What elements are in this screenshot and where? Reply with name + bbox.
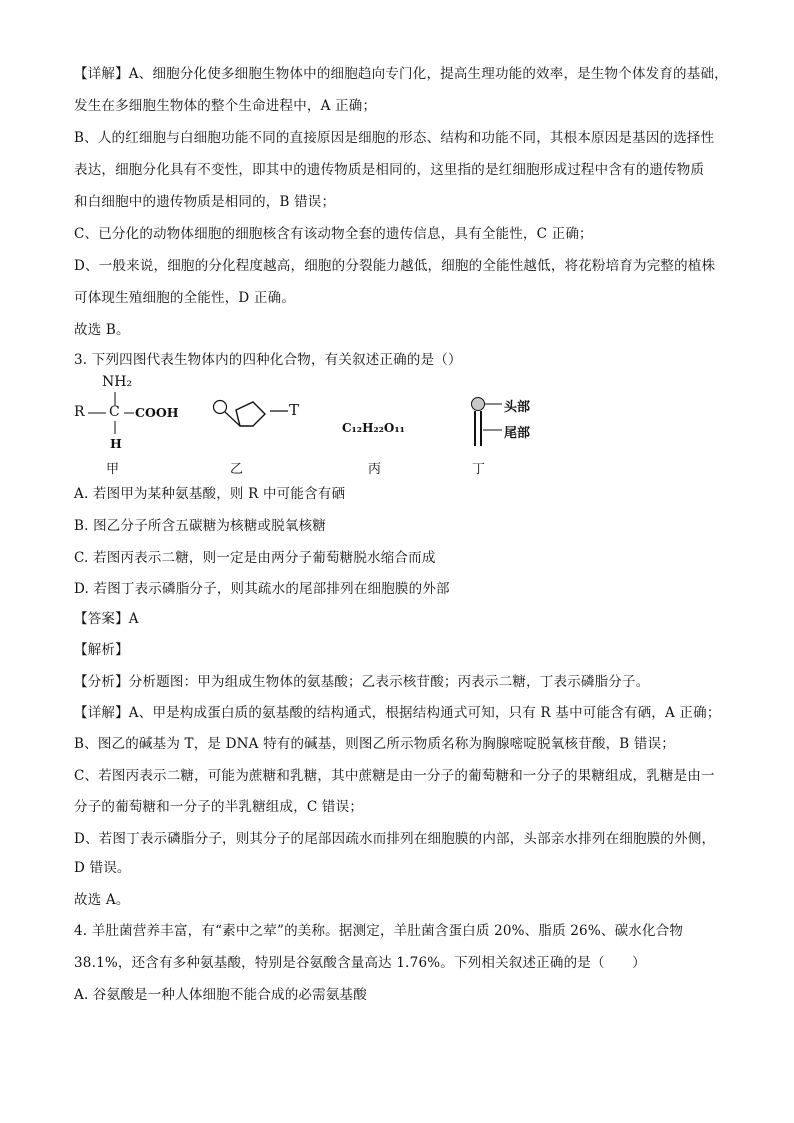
figure-label-jia: 甲 <box>106 462 120 477</box>
paragraph-line: D、若图丁表示磷脂分子，则其分子的尾部因疏水而排列在细胞膜的内部，头部亲水排列在细胞膜的外侧， <box>74 831 716 847</box>
paragraph-line: B、图乙的碱基为 T，是 DNA 特有的碱基，则图乙所示物质名称为胸腺嘧啶脱氧核苷酸，B 错误； <box>74 736 675 752</box>
paragraph-line: 【详解】A、细胞分化使多细胞生物体中的细胞趋向专门化，提高生理功能的效率，是生物个体发育的基础， <box>74 66 728 82</box>
option-a: A. 若图甲为某种氨基酸，则 R 中可能含有硒 <box>74 486 346 502</box>
tail-label: 尾部 <box>504 426 531 441</box>
question-stem: 3. 下列四图代表生物体内的四种化合物，有关叙述正确的是（） <box>74 352 462 368</box>
amino-r-group: R <box>74 404 85 420</box>
option-a: A. 谷氨酸是一种人体细胞不能合成的必需氨基酸 <box>74 987 367 1003</box>
base-t: T <box>289 401 300 419</box>
paragraph-line: C、若图丙表示二糖，可能为蔗糖和乳糖，其中蔗糖是由一分子的葡萄糖和一分子的果糖组成，乳糖是由一 <box>74 768 715 784</box>
figure-label-bing: 丙 <box>368 462 382 477</box>
paragraph-line: D 错误。 <box>74 860 131 876</box>
amino-central-carbon: C <box>109 404 120 420</box>
compound-figure <box>70 366 550 478</box>
paragraph-line: 故选 A。 <box>74 892 130 908</box>
amino-nh2: NH₂ <box>102 374 133 390</box>
amino-h: H <box>110 436 122 451</box>
figure-label-ding: 丁 <box>472 462 486 477</box>
option-b: B. 图乙分子所含五碳糖为核糖或脱氧核糖 <box>74 518 327 534</box>
amino-cooh: COOH <box>135 405 179 420</box>
option-c: C. 若图丙表示二糖，则一定是由两分子葡萄糖脱水缩合而成 <box>74 550 436 566</box>
question-stem: 4. 羊肚菌营养丰富，有“素中之荤”的美称。据测定，羊肚菌含蛋白质 20%、脂质 26%、碳水化合物 <box>74 923 684 939</box>
paragraph-line: 分子的葡萄糖和一分子的半乳糖组成，C 错误； <box>74 799 364 815</box>
paragraph-line: 表达，细胞分化具有不变性，即其中的遗传物质是相同的，这里指的是红细胞形成过程中含有的遗传物质 <box>74 162 705 178</box>
analysis-heading: 【解析】 <box>74 642 129 658</box>
question-stem: 38.1%，还含有多种氨基酸，特别是谷氨酸含量高达 1.76%。下列相关叙述正确的是（ ） <box>74 955 646 971</box>
paragraph-line: 发生在多细胞生物体的整个生命进程中，A 正确； <box>74 98 377 114</box>
paragraph-line: 【详解】A、甲是构成蛋白质的氨基酸的结构通式，根据结构通式可知，只有 R 基中可能含有硒，A 正确； <box>74 705 721 721</box>
paragraph-line: D、一般来说，细胞的分化程度越高，细胞的分裂能力越低，细胞的全能性越低，将花粉培育为完整的植株 <box>74 258 716 274</box>
paragraph-line: 故选 B。 <box>74 322 130 338</box>
option-d: D. 若图丁表示磷脂分子，则其疏水的尾部排列在细胞膜的外部 <box>74 581 450 597</box>
disaccharide-formula: C₁₂H₂₂O₁₁ <box>342 421 405 435</box>
paragraph-line: 【分析】分析题图：甲为组成生物体的氨基酸；乙表示核苷酸；丙表示二糖，丁表示磷脂分子。 <box>74 674 650 690</box>
paragraph-line: C、已分化的动物体细胞的细胞核含有该动物全套的遗传信息，具有全能性，C 正确； <box>74 226 593 242</box>
paragraph-line: 可体现生殖细胞的全能性，D 正确。 <box>74 290 296 306</box>
paragraph-line: B、人的红细胞与白细胞功能不同的直接原因是细胞的形态、结构和功能不同，其根本原因是基因的选择性 <box>74 130 715 146</box>
figure-label-yi: 乙 <box>230 462 244 477</box>
head-label: 头部 <box>504 400 531 415</box>
paragraph-line: 和白细胞中的遗传物质是相同的，B 错误； <box>74 194 336 210</box>
answer-label: 【答案】A <box>74 611 139 627</box>
